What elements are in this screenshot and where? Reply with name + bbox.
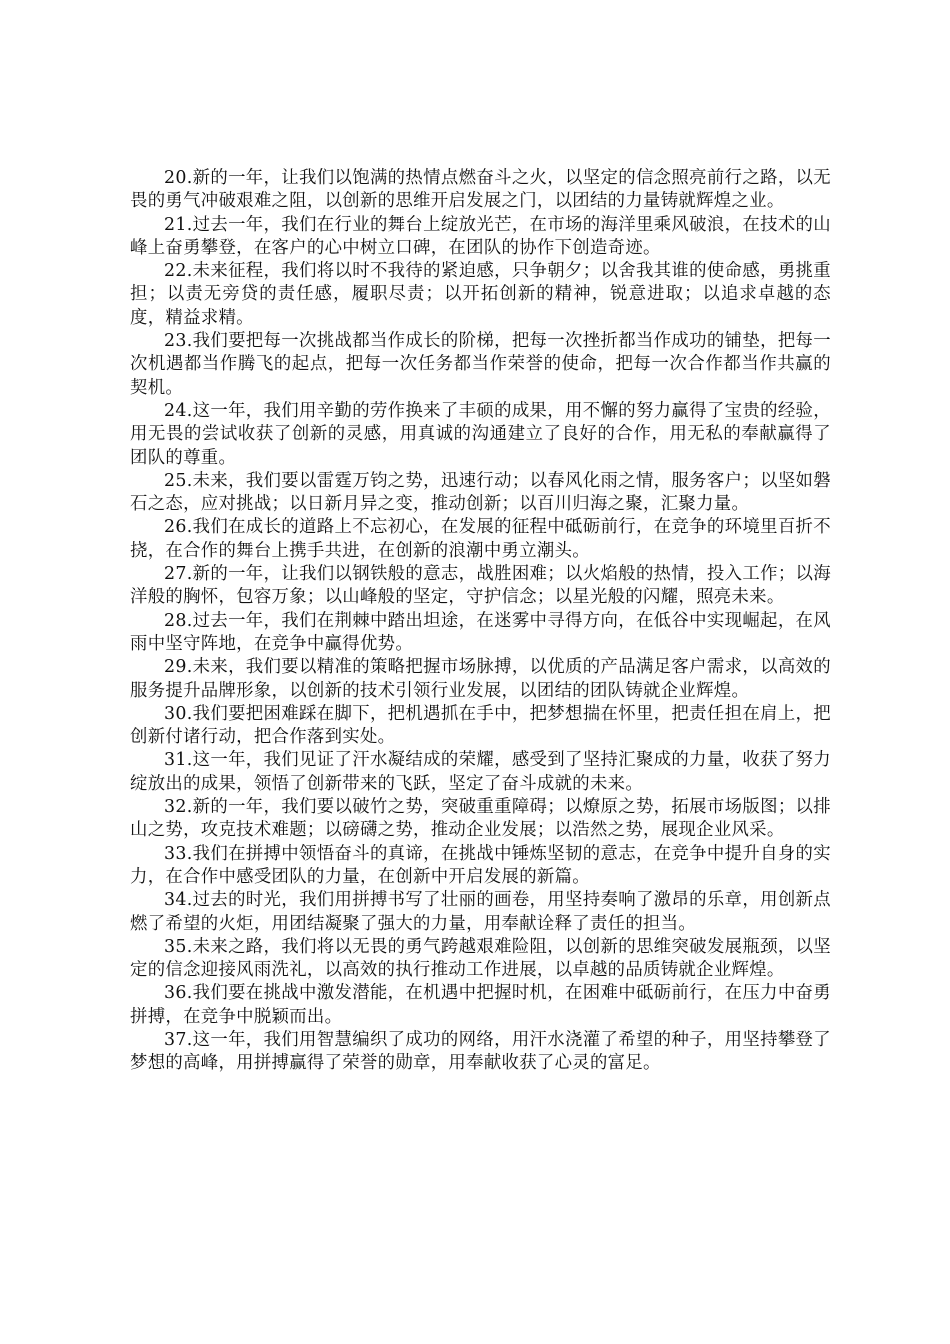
paragraph-23: 23.我们要把每一次挑战都当作成长的阶梯，把每一次挫折都当作成功的铺垫，把每一次机遇都当作腾飞的起点，把每一次任务都当作荣誉的使命，把每一次合作都当作共赢的契机。 — [130, 331, 831, 398]
paragraph-32: 32.新的一年，我们要以破竹之势，突破重重障碍；以燎原之势，拓展市场版图；以排山之势，攻克技术难题；以磅礴之势，推动企业发展；以浩然之势，展现企业风采。 — [130, 797, 831, 841]
paragraph-33: 33.我们在拼搏中领悟奋斗的真谛，在挑战中锤炼坚韧的意志，在竞争中提升自身的实力，在合作中感受团队的力量，在创新中开启发展的新篇。 — [130, 843, 831, 887]
paragraph-31: 31.这一年，我们见证了汗水凝结成的荣耀，感受到了坚持汇聚成的力量，收获了努力绽放出的成果，领悟了创新带来的飞跃，坚定了奋斗成就的未来。 — [130, 750, 831, 794]
paragraph-30: 30.我们要把困难踩在脚下，把机遇抓在手中，把梦想揣在怀里，把责任担在肩上，把创新付诸行动，把合作落到实处。 — [130, 703, 831, 748]
paragraph-29: 29.未来，我们要以精准的策略把握市场脉搏，以优质的产品满足客户需求，以高效的服务提升品牌形象，以创新的技术引领行业发展，以团结的团队铸就企业辉煌。 — [130, 657, 831, 701]
paragraph-28: 28.过去一年，我们在荆棘中踏出坦途，在迷雾中寻得方向，在低谷中实现崛起，在风雨中坚守阵地，在竞争中赢得优势。 — [130, 610, 831, 654]
paragraph-35: 35.未来之路，我们将以无畏的勇气跨越艰难险阻，以创新的思维突破发展瓶颈，以坚定的信念迎接风雨洗礼，以高效的执行推动工作进展，以卓越的品质铸就企业辉煌。 — [130, 936, 831, 981]
paragraph-27: 27.新的一年，让我们以钢铁般的意志，战胜困难；以火焰般的热情，投入工作；以海洋般的胸怀，包容万象；以山峰般的坚定，守护信念；以星光般的闪耀，照亮未来。 — [130, 564, 831, 608]
paragraph-26: 26.我们在成长的道路上不忘初心，在发展的征程中砥砺前行，在竞争的环境里百折不挠，在合作的舞台上携手共进，在创新的浪潮中勇立潮头。 — [130, 517, 831, 561]
paragraph-24: 24.这一年，我们用辛勤的劳作换来了丰硕的成果，用不懈的努力赢得了宝贵的经验，用无畏的尝试收获了创新的灵感，用真诚的沟通建立了良好的合作，用无私的奉献赢得了团队的尊重。 — [130, 400, 831, 468]
paragraph-25: 25.未来，我们要以雷霆万钧之势，迅速行动；以春风化雨之情，服务客户；以坚如磐石之态，应对挑战；以日新月异之变，推动创新；以百川归海之聚，汇聚力量。 — [130, 470, 831, 515]
document-body — [130, 167, 831, 1076]
paragraph-36: 36.我们要在挑战中激发潜能，在机遇中把握时机，在困难中砥砺前行，在压力中奋勇拼搏，在竞争中脱颖而出。 — [130, 983, 831, 1027]
paragraph-37: 37.这一年，我们用智慧编织了成功的网络，用汗水浇灌了希望的种子，用坚持攀登了梦想的高峰，用拼搏赢得了荣誉的勋章，用奉献收获了心灵的富足。 — [130, 1029, 831, 1074]
paragraph-22: 22.未来征程，我们将以时不我待的紧迫感，只争朝夕；以舍我其谁的使命感，勇挑重担；以责无旁贷的责任感，履职尽责；以开拓创新的精神，锐意进取；以追求卓越的态度，精益求精。 — [130, 261, 831, 328]
paragraph-20: 20.新的一年，让我们以饱满的热情点燃奋斗之火，以坚定的信念照亮前行之路，以无畏的勇气冲破艰难之阻，以创新的思维开启发展之门，以团结的力量铸就辉煌之业。 — [130, 168, 831, 212]
paragraph-34: 34.过去的时光，我们用拼搏书写了壮丽的画卷，用坚持奏响了激昂的乐章，用创新点燃了希望的火炬，用团结凝聚了强大的力量，用奉献诠释了责任的担当。 — [130, 890, 831, 934]
paragraph-21: 21.过去一年，我们在行业的舞台上绽放光芒，在市场的海洋里乘风破浪，在技术的山峰上奋勇攀登，在客户的心中树立口碑，在团队的协作下创造奇迹。 — [130, 214, 831, 258]
